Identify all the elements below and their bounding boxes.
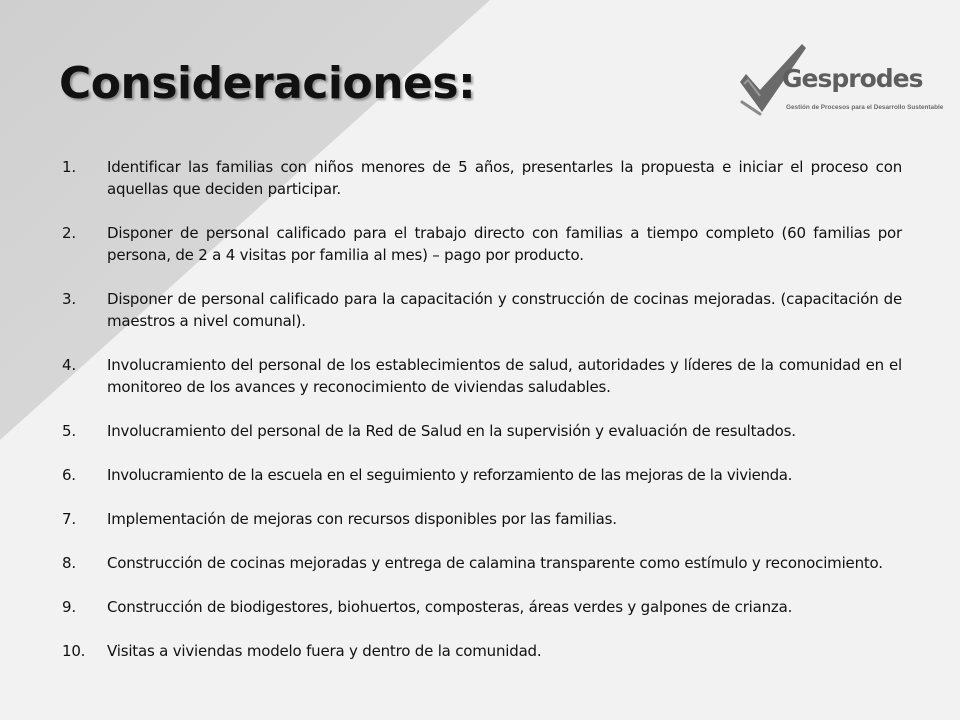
logo-name: Gesprodes xyxy=(782,64,923,93)
item-text: Involucramiento de la escuela en el seguimiento y reforzamiento de las mejoras de la vivienda. xyxy=(107,466,793,484)
item-text: Disponer de personal calificado para el trabajo directo con familias a tiempo completo (60 familias por persona, de 2 a 4 visitas por familia al mes) – pago por producto. xyxy=(107,224,902,264)
list-item xyxy=(62,552,902,574)
list-item xyxy=(62,420,902,442)
list-item xyxy=(62,464,902,486)
item-text: Disponer de personal calificado para la capacitación y construcción de cocinas mejoradas. (capacitación de maestros a nivel comunal). xyxy=(107,290,902,330)
item-number: 9. xyxy=(62,598,76,616)
item-number: 3. xyxy=(62,290,76,308)
list-item xyxy=(62,156,902,200)
item-number: 7. xyxy=(62,510,76,528)
list-item xyxy=(62,640,902,662)
item-number: 1. xyxy=(62,158,76,176)
item-number: 5. xyxy=(62,422,76,440)
item-text: Involucramiento del personal de la Red de Salud en la supervisión y evaluación de resultados. xyxy=(107,422,796,440)
item-number: 4. xyxy=(62,356,76,374)
item-text: Construcción de cocinas mejoradas y entrega de calamina transparente como estímulo y reconocimiento. xyxy=(107,554,883,572)
item-text: Involucramiento del personal de los establecimientos de salud, autoridades y líderes de la comunidad en el monitoreo de los avances y reconocimiento de viviendas saludables. xyxy=(107,356,902,396)
list-item xyxy=(62,288,902,332)
item-number: 6. xyxy=(62,466,76,484)
gesprodes-logo xyxy=(738,42,944,122)
item-number: 2. xyxy=(62,224,76,242)
item-text: Implementación de mejoras con recursos disponibles por las familias. xyxy=(107,510,617,528)
logo-tagline: Gestión de Procesos para el Desarrollo Sustentable xyxy=(786,104,944,111)
list-item xyxy=(62,222,902,266)
item-text: Visitas a viviendas modelo fuera y dentro de la comunidad. xyxy=(107,642,542,660)
list-item xyxy=(62,596,902,618)
list-item xyxy=(62,354,902,398)
item-text: Identificar las familias con niños menores de 5 años, presentarles la propuesta e iniciar el proceso con aquellas que deciden participar. xyxy=(107,158,902,198)
slide-title: Consideraciones: xyxy=(59,58,476,109)
item-number: 10. xyxy=(62,642,86,660)
item-number: 8. xyxy=(62,554,76,572)
list-item xyxy=(62,508,902,530)
item-text: Construcción de biodigestores, biohuertos, composteras, áreas verdes y galpones de crianza. xyxy=(107,598,793,616)
considerations-list xyxy=(62,156,902,684)
